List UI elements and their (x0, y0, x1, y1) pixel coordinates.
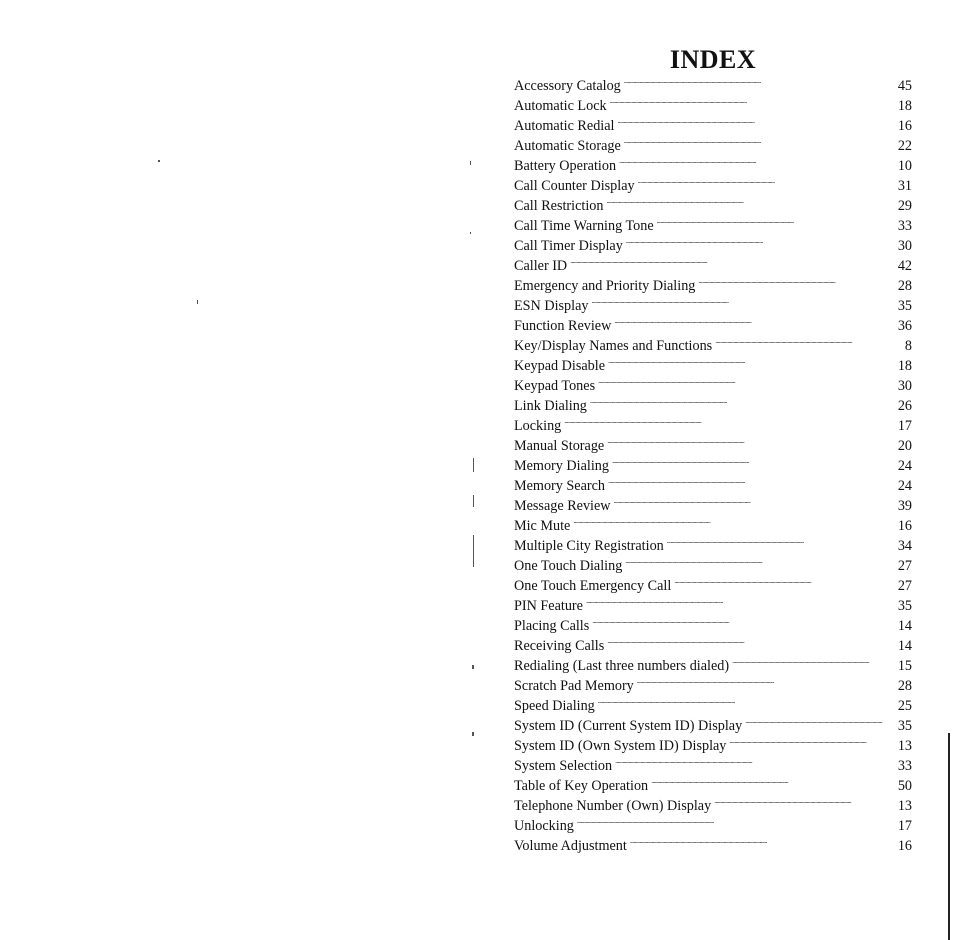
dot-leader (564, 410, 896, 430)
dot-leader (598, 370, 896, 390)
entry-label: PIN Feature (514, 598, 583, 614)
entry-page-number: 13 (897, 798, 912, 814)
entry-page-number: 25 (897, 698, 912, 714)
entry-page-number: 24 (897, 458, 912, 474)
entry-label: System ID (Own System ID) Display (514, 738, 727, 754)
dot-leader (607, 430, 896, 450)
entry-label: Volume Adjustment (514, 838, 627, 854)
entry-page-number: 26 (897, 398, 912, 414)
entry-label: Automatic Redial (514, 118, 615, 134)
scan-mark (473, 458, 474, 472)
entry-label: Call Restriction (514, 198, 604, 214)
dot-leader (592, 610, 896, 630)
entry-label: Redialing (Last three numbers dialed) (514, 658, 730, 674)
entry-page-number: 22 (897, 138, 912, 154)
dot-leader (745, 710, 896, 730)
dot-leader (715, 330, 896, 350)
entry-page-number: 50 (897, 778, 912, 794)
entry-page-number: 28 (897, 278, 912, 294)
entry-page-number: 27 (897, 578, 912, 594)
entry-label: Automatic Storage (514, 138, 621, 154)
entry-page-number: 30 (897, 238, 912, 254)
entry-page-number: 29 (897, 198, 912, 214)
entry-page-number: 13 (897, 738, 912, 754)
entry-page-number: 36 (897, 318, 912, 334)
dot-leader (608, 350, 896, 370)
entry-label: Placing Calls (514, 618, 590, 634)
entry-label: Receiving Calls (514, 638, 605, 654)
dot-leader (598, 690, 896, 710)
entry-page-number: 16 (897, 118, 912, 134)
entry-page-number: 18 (897, 358, 912, 374)
index-entry (514, 270, 912, 294)
entry-page-number: 42 (897, 258, 912, 274)
entry-label: Battery Operation (514, 158, 617, 174)
entry-page-number: 17 (897, 818, 912, 834)
scan-mark (470, 232, 471, 234)
dot-leader (586, 590, 896, 610)
entry-label: Call Counter Display (514, 178, 635, 194)
entry-label: Automatic Lock (514, 98, 607, 114)
entry-page-number: 35 (897, 718, 912, 734)
dot-leader (615, 750, 896, 770)
scan-mark (197, 300, 198, 304)
dot-leader (624, 70, 896, 90)
entry-page-number: 39 (897, 498, 912, 514)
dot-leader (732, 650, 896, 670)
dot-leader (624, 130, 896, 150)
index-entry (514, 250, 912, 274)
index-entry (514, 410, 912, 434)
entry-label: ESN Display (514, 298, 589, 314)
scan-mark (473, 495, 474, 507)
page-edge-line (948, 733, 950, 940)
entry-label: One Touch Dialing (514, 558, 623, 574)
entry-label: Locking (514, 418, 562, 434)
entry-page-number: 17 (897, 418, 912, 434)
scan-mark (470, 161, 471, 165)
entry-label: Scratch Pad Memory (514, 678, 634, 694)
dot-leader (638, 170, 896, 190)
entry-label: Call Time Warning Tone (514, 218, 654, 234)
dot-leader (619, 150, 896, 170)
entry-page-number: 15 (897, 658, 912, 674)
dot-leader (606, 190, 895, 210)
dot-leader (630, 830, 896, 850)
entry-label: Manual Storage (514, 438, 605, 454)
dot-leader (614, 490, 896, 510)
dot-leader (625, 550, 896, 570)
entry-label: Key/Display Names and Functions (514, 338, 713, 354)
entry-label: Mic Mute (514, 518, 571, 534)
dot-leader (657, 210, 896, 230)
entry-label: Link Dialing (514, 398, 587, 414)
entry-label: Unlocking (514, 818, 574, 834)
entry-page-number: 33 (897, 758, 912, 774)
index-entry (514, 430, 912, 454)
entry-page-number: 14 (897, 638, 912, 654)
entry-label: Call Timer Display (514, 238, 623, 254)
entry-label: Function Review (514, 318, 612, 334)
dot-leader (614, 310, 895, 330)
dot-leader (698, 270, 895, 290)
entry-label: Telephone Number (Own) Display (514, 798, 712, 814)
dot-leader (626, 230, 896, 250)
entry-page-number: 27 (897, 558, 912, 574)
entry-page-number: 33 (897, 218, 912, 234)
entry-label: Speed Dialing (514, 698, 595, 714)
entry-label: Keypad Disable (514, 358, 606, 374)
scan-mark (158, 160, 160, 162)
entry-label: Keypad Tones (514, 378, 596, 394)
dot-leader (651, 770, 896, 790)
dot-leader (729, 730, 895, 750)
entry-label: One Touch Emergency Call (514, 578, 672, 594)
entry-page-number: 20 (897, 438, 912, 454)
entry-page-number: 30 (897, 378, 912, 394)
entry-page-number: 34 (897, 538, 912, 554)
entry-label: System ID (Current System ID) Display (514, 718, 743, 734)
dot-leader (617, 110, 895, 130)
entry-label: System Selection (514, 758, 613, 774)
dot-leader (591, 290, 895, 310)
dot-leader (570, 250, 896, 270)
entry-label: Table of Key Operation (514, 778, 649, 794)
entry-page-number: 14 (897, 618, 912, 634)
entry-label: Memory Search (514, 478, 606, 494)
entry-page-number: 16 (897, 838, 912, 854)
entry-label: Message Review (514, 498, 611, 514)
dot-leader (608, 470, 896, 490)
entry-page-number: 8 (904, 338, 912, 354)
dot-leader (590, 390, 896, 410)
entry-label: Multiple City Registration (514, 538, 664, 554)
entry-page-number: 18 (897, 98, 912, 114)
entry-label: Emergency and Priority Dialing (514, 278, 696, 294)
index-entry (514, 510, 912, 534)
dot-leader (610, 90, 896, 110)
dot-leader (607, 630, 896, 650)
index-title: INDEX (669, 45, 757, 75)
entry-page-number: 24 (897, 478, 912, 494)
dot-leader (714, 790, 896, 810)
entry-page-number: 35 (897, 298, 912, 314)
entry-page-number: 10 (897, 158, 912, 174)
entry-page-number: 16 (897, 518, 912, 534)
entry-page-number: 28 (897, 678, 912, 694)
entry-label: Accessory Catalog (514, 78, 621, 94)
dot-leader (573, 510, 895, 530)
index-entry (514, 530, 912, 554)
scan-mark (472, 665, 474, 669)
dot-leader (577, 810, 896, 830)
index-entry (514, 70, 912, 94)
entry-page-number: 35 (897, 598, 912, 614)
dot-leader (667, 530, 896, 550)
index-list (514, 70, 912, 854)
scan-mark (472, 732, 474, 736)
dot-leader (612, 450, 896, 470)
scan-mark (473, 535, 474, 567)
dot-leader (674, 570, 896, 590)
entry-label: Caller ID (514, 258, 568, 274)
entry-page-number: 45 (897, 78, 912, 94)
entry-page-number: 31 (897, 178, 912, 194)
dot-leader (637, 670, 896, 690)
entry-label: Memory Dialing (514, 458, 609, 474)
